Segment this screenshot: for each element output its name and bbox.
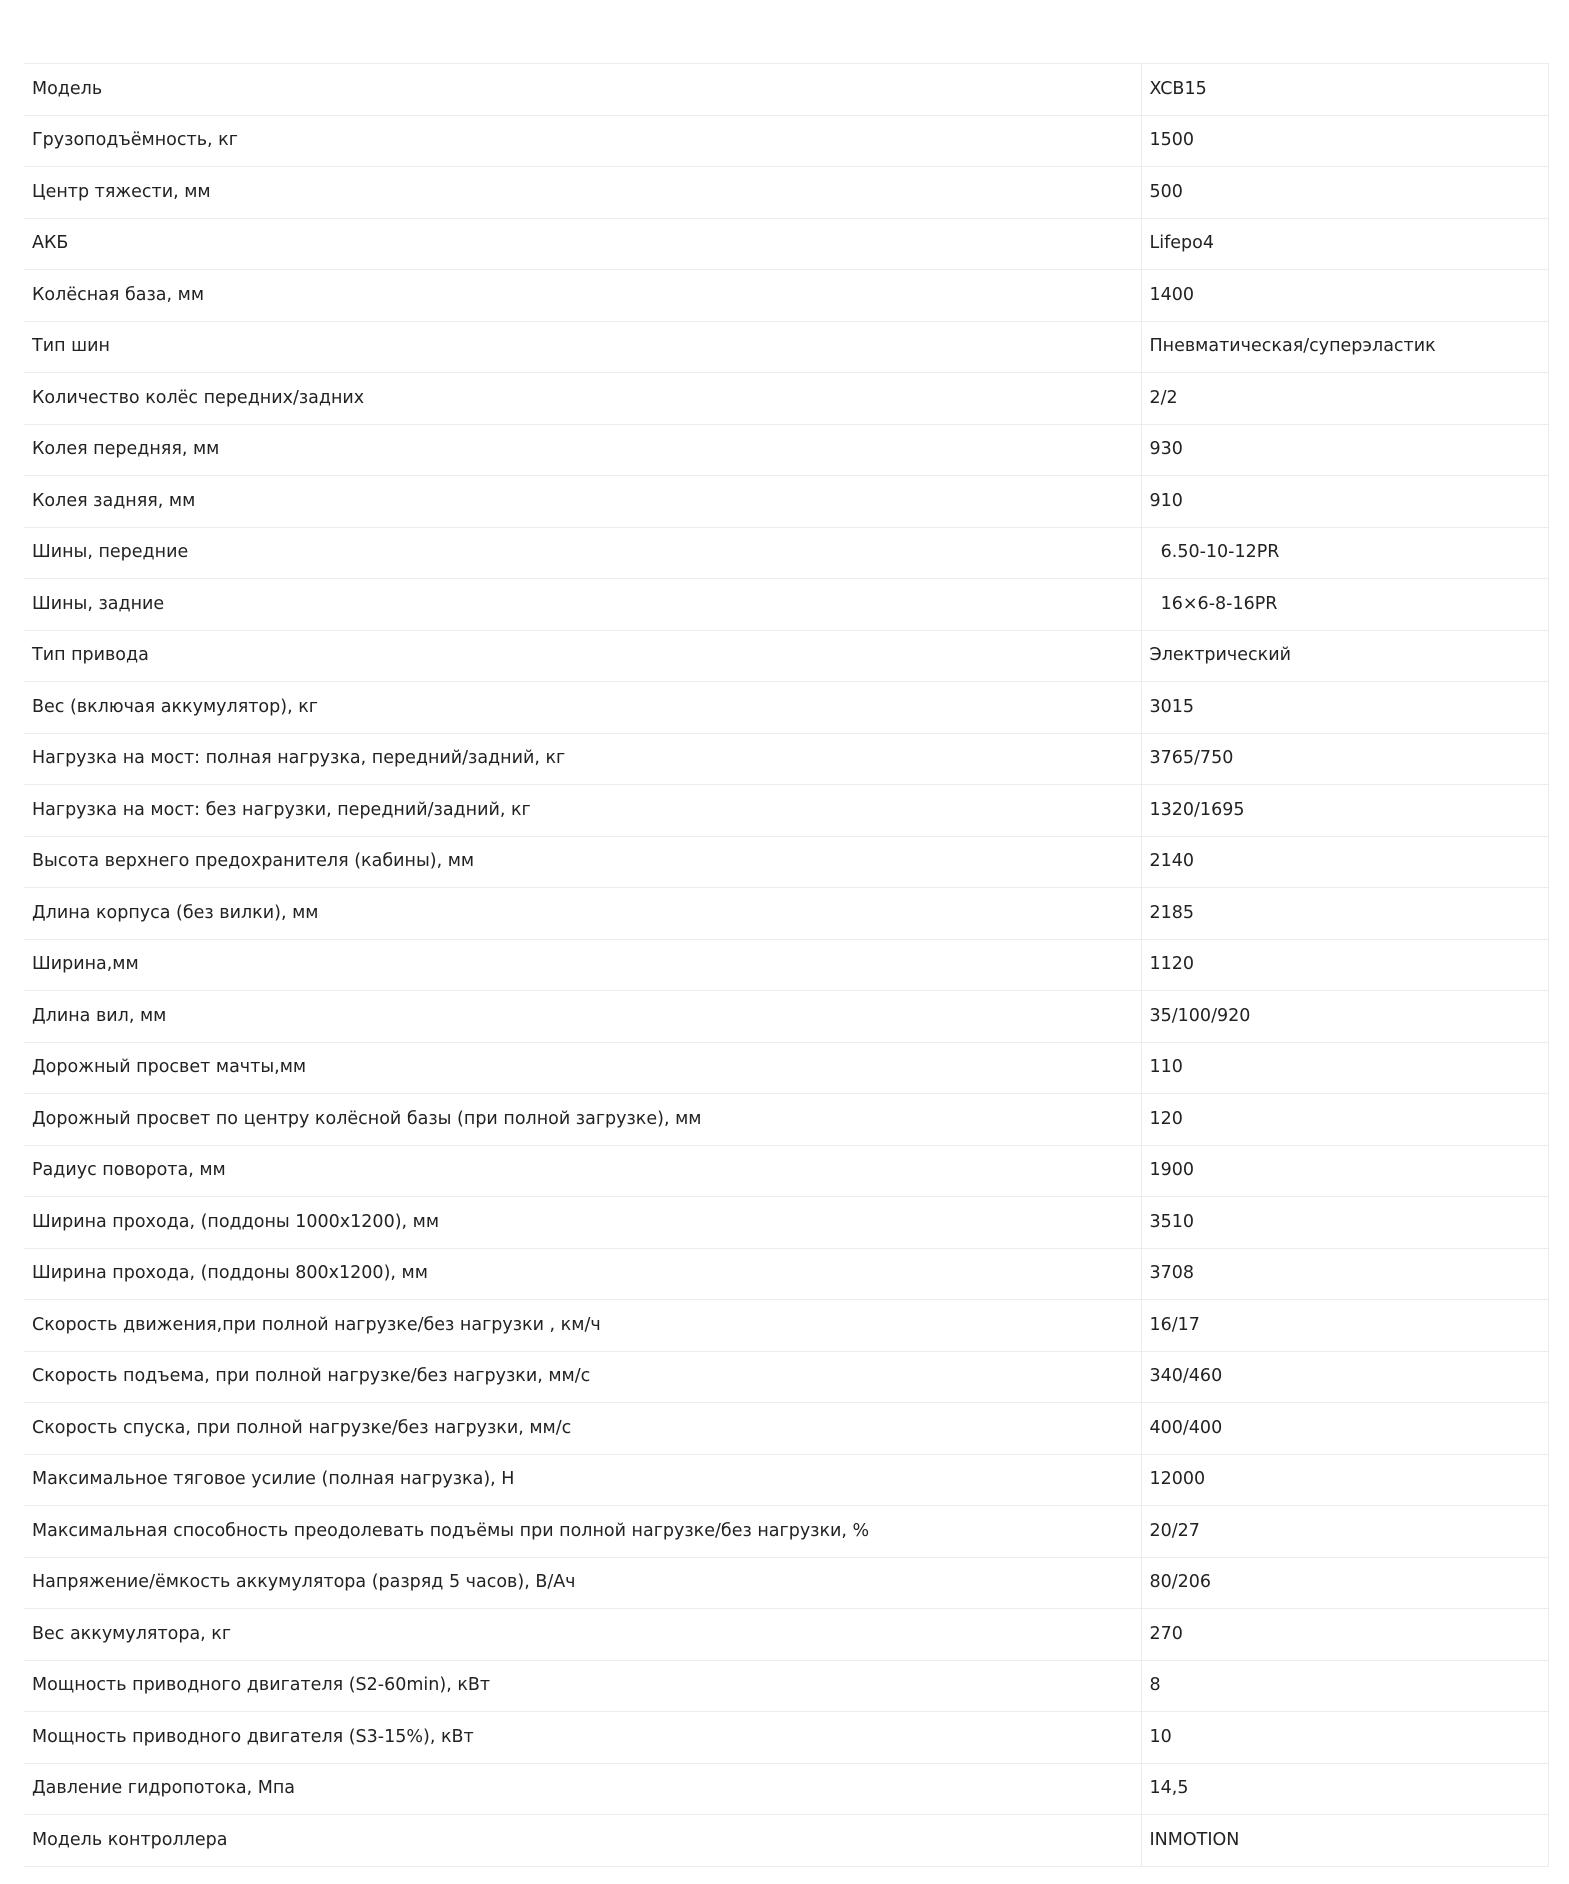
spec-row [24, 527, 1548, 579]
spec-value: 20/27 [1141, 1506, 1548, 1558]
spec-row [24, 682, 1548, 734]
spec-row [24, 115, 1548, 167]
spec-name: Длина корпуса (без вилки), мм [24, 888, 1141, 940]
spec-row [24, 270, 1548, 322]
spec-value: 3765/750 [1141, 733, 1548, 785]
spec-name: Мощность приводного двигателя (S2-60min), кВт [24, 1660, 1141, 1712]
spec-value: 340/460 [1141, 1351, 1548, 1403]
spec-value: 270 [1141, 1609, 1548, 1661]
spec-name: Ширина,мм [24, 939, 1141, 991]
spec-row [24, 785, 1548, 837]
spec-value: 14,5 [1141, 1763, 1548, 1815]
spec-name: Давление гидропотока, Мпа [24, 1763, 1141, 1815]
spec-name: Напряжение/ёмкость аккумулятора (разряд 5 часов), В/Ач [24, 1557, 1141, 1609]
spec-value: 2185 [1141, 888, 1548, 940]
spec-name: Вес аккумулятора, кг [24, 1609, 1141, 1661]
specifications-table-body [24, 64, 1548, 1867]
spec-row [24, 1300, 1548, 1352]
spec-name: Максимальная способность преодолевать подъёмы при полной нагрузке/без нагрузки, % [24, 1506, 1141, 1558]
spec-value: 120 [1141, 1094, 1548, 1146]
spec-value: 10 [1141, 1712, 1548, 1764]
spec-row [24, 579, 1548, 631]
spec-value: 1400 [1141, 270, 1548, 322]
spec-name: Радиус поворота, мм [24, 1145, 1141, 1197]
spec-name: Модель контроллера [24, 1815, 1141, 1867]
spec-name: Ширина прохода, (поддоны 1000x1200), мм [24, 1197, 1141, 1249]
spec-row [24, 321, 1548, 373]
spec-row [24, 1145, 1548, 1197]
spec-value: 16×6-8-16PR [1141, 579, 1548, 631]
spec-row [24, 218, 1548, 270]
spec-row [24, 1094, 1548, 1146]
spec-name: Высота верхнего предохранителя (кабины), мм [24, 836, 1141, 888]
spec-name: Дорожный просвет мачты,мм [24, 1042, 1141, 1094]
spec-value: INMOTION [1141, 1815, 1548, 1867]
spec-value: 1500 [1141, 115, 1548, 167]
spec-row [24, 1712, 1548, 1764]
spec-value: Электрический [1141, 630, 1548, 682]
spec-name: Скорость движения,при полной нагрузке/без нагрузки , км/ч [24, 1300, 1141, 1352]
spec-value: 6.50-10-12PR [1141, 527, 1548, 579]
spec-row [24, 424, 1548, 476]
spec-name: Модель [24, 64, 1141, 116]
spec-name: Вес (включая аккумулятор), кг [24, 682, 1141, 734]
spec-name: Тип привода [24, 630, 1141, 682]
spec-value: 910 [1141, 476, 1548, 528]
spec-name: Центр тяжести, мм [24, 167, 1141, 219]
spec-row [24, 1763, 1548, 1815]
spec-value: 12000 [1141, 1454, 1548, 1506]
spec-name: Грузоподъёмность, кг [24, 115, 1141, 167]
spec-row [24, 836, 1548, 888]
spec-value: 500 [1141, 167, 1548, 219]
spec-row [24, 1042, 1548, 1094]
spec-row [24, 630, 1548, 682]
spec-value: 16/17 [1141, 1300, 1548, 1352]
spec-value: 1320/1695 [1141, 785, 1548, 837]
spec-value: XCB15 [1141, 64, 1548, 116]
spec-name: Длина вил, мм [24, 991, 1141, 1043]
spec-row [24, 1660, 1548, 1712]
spec-name: Ширина прохода, (поддоны 800x1200), мм [24, 1248, 1141, 1300]
spec-value: 110 [1141, 1042, 1548, 1094]
spec-value: 400/400 [1141, 1403, 1548, 1455]
spec-row [24, 1557, 1548, 1609]
spec-row [24, 888, 1548, 940]
specifications-table [24, 63, 1549, 1867]
spec-value: 2/2 [1141, 373, 1548, 425]
spec-value: 3015 [1141, 682, 1548, 734]
spec-name: Скорость подъема, при полной нагрузке/без нагрузки, мм/с [24, 1351, 1141, 1403]
spec-row [24, 476, 1548, 528]
spec-name: Колёсная база, мм [24, 270, 1141, 322]
spec-row [24, 1609, 1548, 1661]
spec-name: Скорость спуска, при полной нагрузке/без нагрузки, мм/с [24, 1403, 1141, 1455]
spec-row [24, 1351, 1548, 1403]
spec-value: 2140 [1141, 836, 1548, 888]
spec-row [24, 1197, 1548, 1249]
spec-value: 930 [1141, 424, 1548, 476]
spec-row [24, 64, 1548, 116]
spec-name: Колея передняя, мм [24, 424, 1141, 476]
spec-row [24, 373, 1548, 425]
spec-row [24, 1454, 1548, 1506]
spec-row [24, 1815, 1548, 1867]
spec-row [24, 1403, 1548, 1455]
spec-row [24, 991, 1548, 1043]
spec-value: 1900 [1141, 1145, 1548, 1197]
spec-name: Мощность приводного двигателя (S3-15%), кВт [24, 1712, 1141, 1764]
spec-name: АКБ [24, 218, 1141, 270]
spec-value: 8 [1141, 1660, 1548, 1712]
spec-value: Пневматическая/суперэластик [1141, 321, 1548, 373]
spec-value: 80/206 [1141, 1557, 1548, 1609]
spec-value: 3510 [1141, 1197, 1548, 1249]
spec-row [24, 167, 1548, 219]
spec-value: Lifepo4 [1141, 218, 1548, 270]
spec-name: Шины, передние [24, 527, 1141, 579]
spec-row [24, 939, 1548, 991]
spec-row [24, 1506, 1548, 1558]
spec-name: Количество колёс передних/задних [24, 373, 1141, 425]
spec-name: Шины, задние [24, 579, 1141, 631]
spec-name: Нагрузка на мост: полная нагрузка, передний/задний, кг [24, 733, 1141, 785]
spec-name: Нагрузка на мост: без нагрузки, передний/задний, кг [24, 785, 1141, 837]
spec-name: Тип шин [24, 321, 1141, 373]
spec-row [24, 1248, 1548, 1300]
spec-name: Максимальное тяговое усилие (полная нагрузка), Н [24, 1454, 1141, 1506]
spec-value: 1120 [1141, 939, 1548, 991]
spec-name: Колея задняя, мм [24, 476, 1141, 528]
spec-value: 3708 [1141, 1248, 1548, 1300]
spec-name: Дорожный просвет по центру колёсной базы (при полной загрузке), мм [24, 1094, 1141, 1146]
spec-value: 35/100/920 [1141, 991, 1548, 1043]
spec-row [24, 733, 1548, 785]
